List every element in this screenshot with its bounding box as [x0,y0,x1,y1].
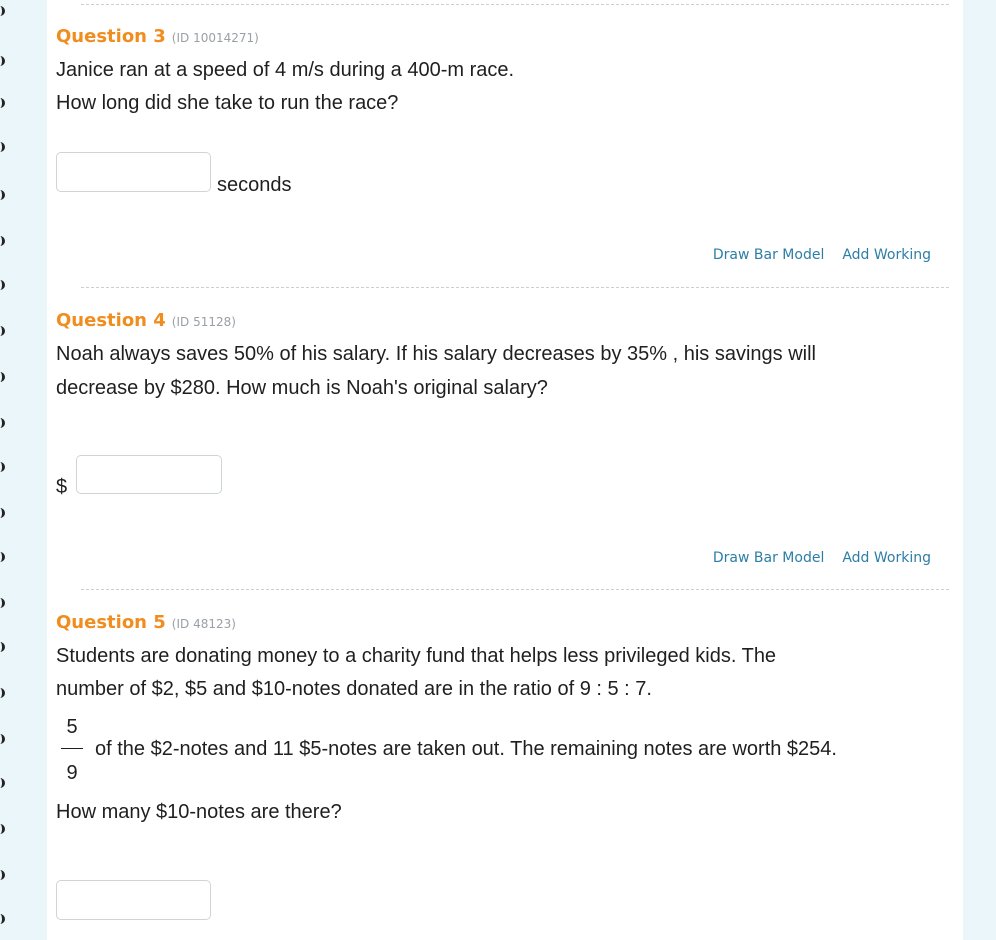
draw-bar-model-link[interactable]: Draw Bar Model [712,550,825,566]
binding-ring [0,824,5,834]
question-header [56,310,236,331]
question-text: decrease by $280. How much is Noah's original salary? [56,377,548,399]
question-text: How many $10-notes are there? [56,801,342,823]
worksheet-page [47,0,963,940]
question-id: (ID 48123) [171,617,236,631]
binding-ring [0,870,5,880]
draw-bar-model-link[interactable]: Draw Bar Model [712,247,825,263]
binding-ring [0,56,5,66]
binding-ring [0,778,5,788]
question-title: Question 4 [56,310,166,331]
binding-ring [0,326,5,336]
binding-ring [0,6,5,16]
binding-ring [0,688,5,698]
question-text: of the $2-notes and 11 $5-notes are taken out. The remaining notes are worth $254. [95,738,837,760]
notebook-binding [0,0,14,940]
question-title: Question 5 [56,612,166,633]
binding-ring [0,642,5,652]
binding-ring [0,914,5,924]
fraction-numerator: 5 [66,716,78,738]
binding-ring [0,418,5,428]
question-tools [713,247,931,263]
binding-ring [0,372,5,382]
answer-input[interactable] [56,880,211,920]
add-working-link[interactable]: Add Working [842,550,931,566]
binding-ring [0,142,5,152]
binding-ring [0,734,5,744]
question-id: (ID 10014271) [171,31,259,45]
binding-ring [0,280,5,290]
add-working-link[interactable]: Add Working [842,247,931,263]
question-tools [713,550,931,566]
binding-ring [0,462,5,472]
binding-ring [0,98,5,108]
binding-ring [0,190,5,200]
binding-ring [0,236,5,246]
question-text: How long did she take to run the race? [56,92,399,114]
question-text: Noah always saves 50% of his salary. If his salary decreases by 35% , his savings will [56,343,816,365]
section-divider [81,287,949,288]
question-header [56,26,259,47]
fraction-denominator: 9 [66,762,78,784]
answer-unit: $ [56,476,68,498]
answer-input[interactable] [56,152,211,192]
answer-input[interactable] [76,455,222,494]
question-text: Students are donating money to a charity fund that helps less privileged kids. The [56,645,777,667]
question-id: (ID 51128) [171,315,236,329]
question-header [56,612,236,633]
question-text: number of $2, $5 and $10-notes donated are in the ratio of 9 : 5 : 7. [56,678,652,700]
fraction-bar [61,748,83,749]
section-divider [81,589,949,590]
question-title: Question 3 [56,26,166,47]
binding-ring [0,508,5,518]
binding-ring [0,552,5,562]
section-divider [81,4,949,5]
answer-unit: seconds [217,174,292,196]
binding-ring [0,598,5,608]
question-text: Janice ran at a speed of 4 m/s during a 400-m race. [56,59,515,81]
